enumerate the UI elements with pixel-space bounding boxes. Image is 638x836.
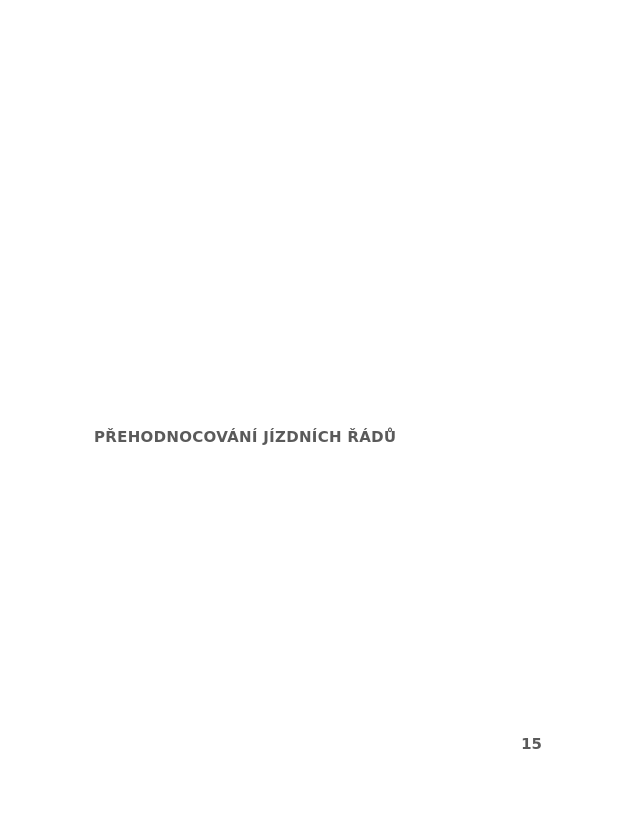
section-heading: PŘEHODNOCOVÁNÍ JÍZDNÍCH ŘÁDŮ — [94, 428, 397, 446]
body-paragraph-1 — [94, 76, 550, 98]
body-paragraph-2 — [94, 468, 550, 490]
page-number: 15 — [521, 735, 542, 753]
